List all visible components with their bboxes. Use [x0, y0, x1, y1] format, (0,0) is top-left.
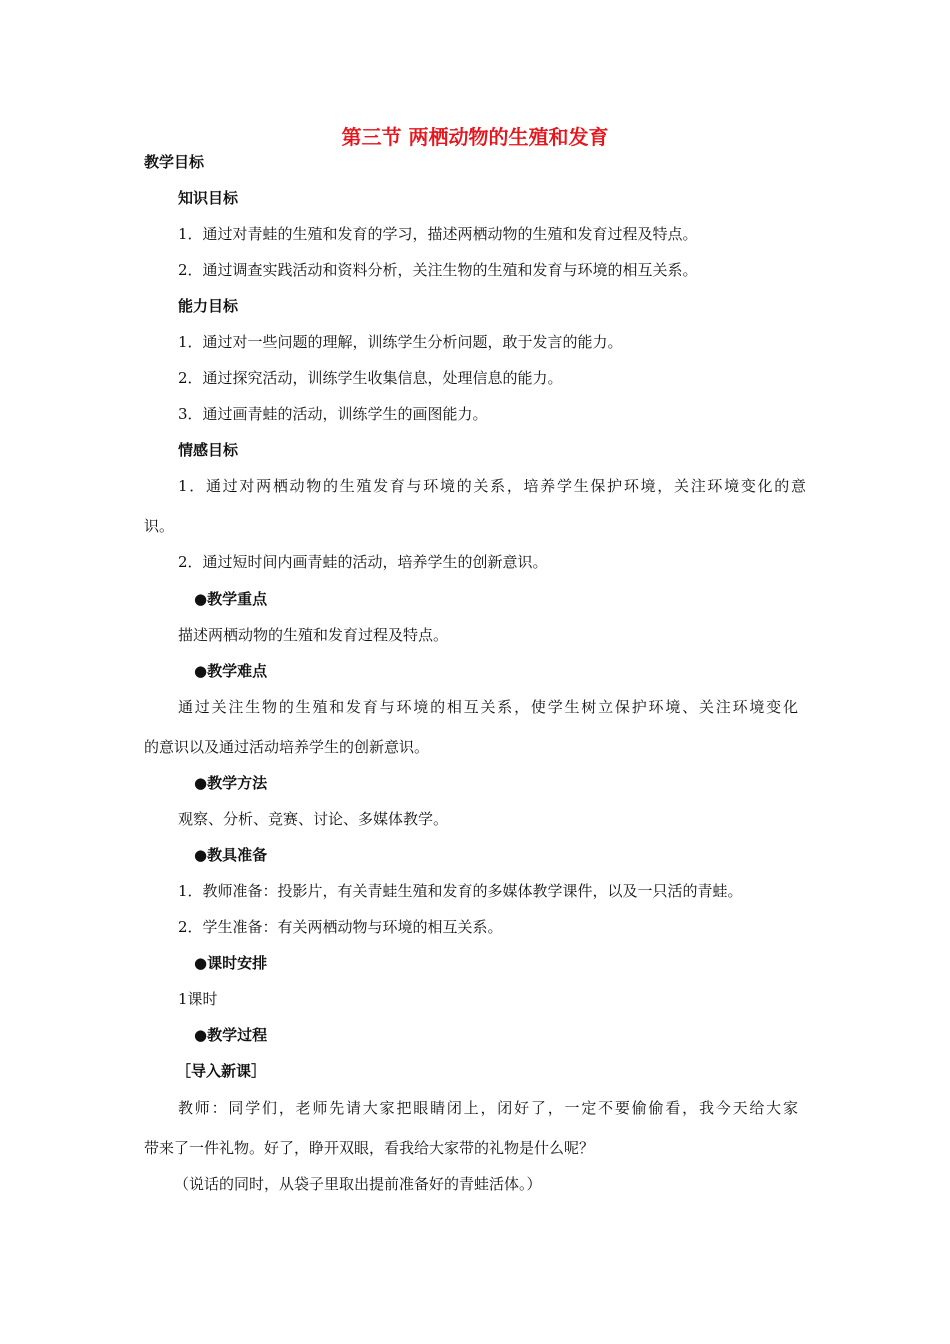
difficulty-text-line: 的意识以及通过活动培养学生的创新意识。 [144, 738, 430, 756]
ability-item: 3．通过画青蛙的活动，训练学生的画图能力。 [178, 405, 488, 423]
heading-intro: ［导入新课］ [176, 1062, 267, 1080]
heading-emotion-objectives: 情感目标 [178, 441, 239, 459]
emotion-item: 2．通过短时间内画青蛙的活动，培养学生的创新意识。 [178, 553, 548, 571]
teacher-speech-line: 教师：同学们，老师先请大家把眼睛闭上，闭好了，一定不要偷偷看，我今天给大家 [178, 1099, 798, 1117]
heading-knowledge-objectives: 知识目标 [178, 189, 239, 207]
method-text: 观察、分析、竞赛、讨论、多媒体教学。 [178, 810, 449, 828]
heading-schedule: ●课时安排 [194, 954, 268, 972]
schedule-text: 1课时 [178, 990, 218, 1008]
heading-key-point: ●教学重点 [194, 590, 268, 608]
emotion-item-line: 1．通过对两栖动物的生殖发育与环境的关系，培养学生保护环境，关注环境变化的意 [178, 477, 806, 495]
ability-item: 2．通过探究活动，训练学生收集信息，处理信息的能力。 [178, 369, 563, 387]
teacher-speech-line: 带来了一件礼物。好了，睁开双眼，看我给大家带的礼物是什么呢？ [144, 1139, 595, 1157]
key-point-text: 描述两栖动物的生殖和发育过程及特点。 [178, 626, 449, 644]
heading-tools: ●教具准备 [194, 846, 268, 864]
stage-note: （说话的同时，从袋子里取出提前准备好的青蛙活体。） [174, 1175, 542, 1193]
page-title: 第三节 两栖动物的生殖和发育 [341, 125, 609, 149]
emotion-item-line: 识。 [144, 517, 175, 535]
tools-item: 1．教师准备：投影片，有关青蛙生殖和发育的多媒体教学课件，以及一只活的青蛙。 [178, 882, 743, 900]
heading-method: ●教学方法 [194, 774, 268, 792]
heading-teaching-objectives: 教学目标 [144, 153, 205, 171]
tools-item: 2．学生准备：有关两栖动物与环境的相互关系。 [178, 918, 503, 936]
knowledge-item: 2．通过调查实践活动和资料分析，关注生物的生殖和发育与环境的相互关系。 [178, 261, 698, 279]
heading-process: ●教学过程 [194, 1026, 268, 1044]
difficulty-text-line: 通过关注生物的生殖和发育与环境的相互关系，使学生树立保护环境、关注环境变化 [178, 698, 798, 716]
heading-difficulty: ●教学难点 [194, 662, 268, 680]
knowledge-item: 1．通过对青蛙的生殖和发育的学习，描述两栖动物的生殖和发育过程及特点。 [178, 225, 698, 243]
ability-item: 1．通过对一些问题的理解，训练学生分析问题，敢于发言的能力。 [178, 333, 623, 351]
heading-ability-objectives: 能力目标 [178, 297, 239, 315]
